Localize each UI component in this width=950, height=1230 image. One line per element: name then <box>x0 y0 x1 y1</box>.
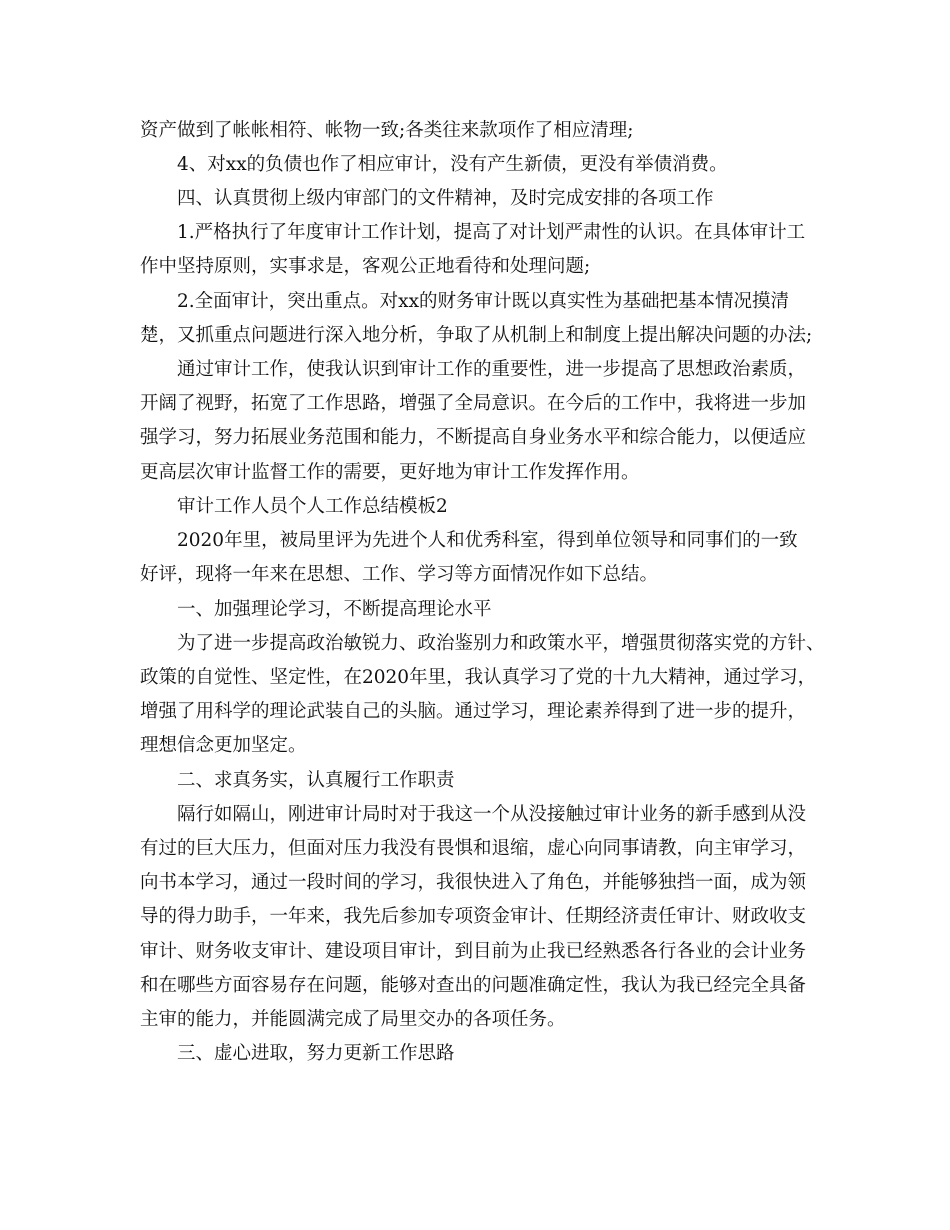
text-line: 资产做到了帐帐相符、帐物一致;各类往来款项作了相应清理; <box>140 120 634 141</box>
text-line: 导的得力助手，一年来，我先后参加专项资金审计、任期经济责任审计、财政收支 <box>140 906 807 927</box>
text-line: 楚，又抓重点问题进行深入地分析，争取了从机制上和制度上提出解决问题的办法; <box>140 325 813 346</box>
text-line: 2.全面审计，突出重点。对xx的财务审计既以真实性为基础把基本情况摸清 <box>177 291 790 312</box>
text-line: 理想信念更加坚定。 <box>140 735 307 756</box>
text-line: 更高层次审计监督工作的需要，更好地为审计工作发挥作用。 <box>140 462 640 483</box>
text-line: 为了进一步提高政治敏锐力、政治鉴别力和政策水平，增强贯彻落实党的方针、 <box>177 633 825 654</box>
text-line: 主审的能力，并能圆满完成了局里交办的各项任务。 <box>140 1009 566 1030</box>
text-line: 4、对xx的负债也作了相应审计，没有产生新债，更没有举债消费。 <box>177 154 728 175</box>
text-line: 向书本学习，通过一段时间的学习，我很快进入了角色，并能够独挡一面，成为领 <box>140 872 807 893</box>
text-line: 和在哪些方面容易存在问题，能够对查出的问题准确定性，我认为我已经完全具备 <box>140 975 807 996</box>
text-line: 政策的自觉性、坚定性，在2020年里，我认真学习了党的十九大精神，通过学习， <box>140 667 817 688</box>
text-line: 增强了用科学的理论武装自己的头脑。通过学习，理论素养得到了进一步的提升， <box>140 701 807 722</box>
text-line: 2020年里，被局里评为先进个人和优秀科室，得到单位领导和同事们的一致 <box>177 530 798 551</box>
text-line: 1.严格执行了年度审计工作计划，提高了对计划严肃性的认识。在具体审计工 <box>177 222 806 243</box>
section-heading: 一、加强理论学习，不断提高理论水平 <box>177 599 492 620</box>
text-line: 审计、财务收支审计、建设项目审计，到目前为止我已经熟悉各行各业的会计业务 <box>140 941 807 962</box>
text-line: 隔行如隔山，刚进审计局时对于我这一个从没接触过审计业务的新手感到从没 <box>177 804 807 825</box>
text-line: 通过审计工作，使我认识到审计工作的重要性，进一步提高了思想政治素质， <box>177 359 807 380</box>
document-subtitle: 审计工作人员个人工作总结模板2 <box>177 496 448 517</box>
section-heading: 二、求真务实，认真履行工作职责 <box>177 770 455 791</box>
section-heading: 三、虚心进取，努力更新工作思路 <box>177 1043 455 1064</box>
text-line: 作中坚持原则，实事求是，客观公正地看待和处理问题; <box>140 256 591 277</box>
text-line: 强学习，努力拓展业务范围和能力，不断提高自身业务水平和综合能力，以便适应 <box>140 427 807 448</box>
section-heading: 四、认真贯彻上级内审部门的文件精神，及时完成安排的各项工作 <box>177 188 714 209</box>
text-line: 开阔了视野，拓宽了工作思路，增强了全局意识。在今后的工作中，我将进一步加 <box>140 393 807 414</box>
text-line: 好评，现将一年来在思想、工作、学习等方面情况作如下总结。 <box>140 564 659 585</box>
text-line: 有过的巨大压力，但面对压力我没有畏惧和退缩，虚心向同事请教，向主审学习， <box>140 838 807 859</box>
